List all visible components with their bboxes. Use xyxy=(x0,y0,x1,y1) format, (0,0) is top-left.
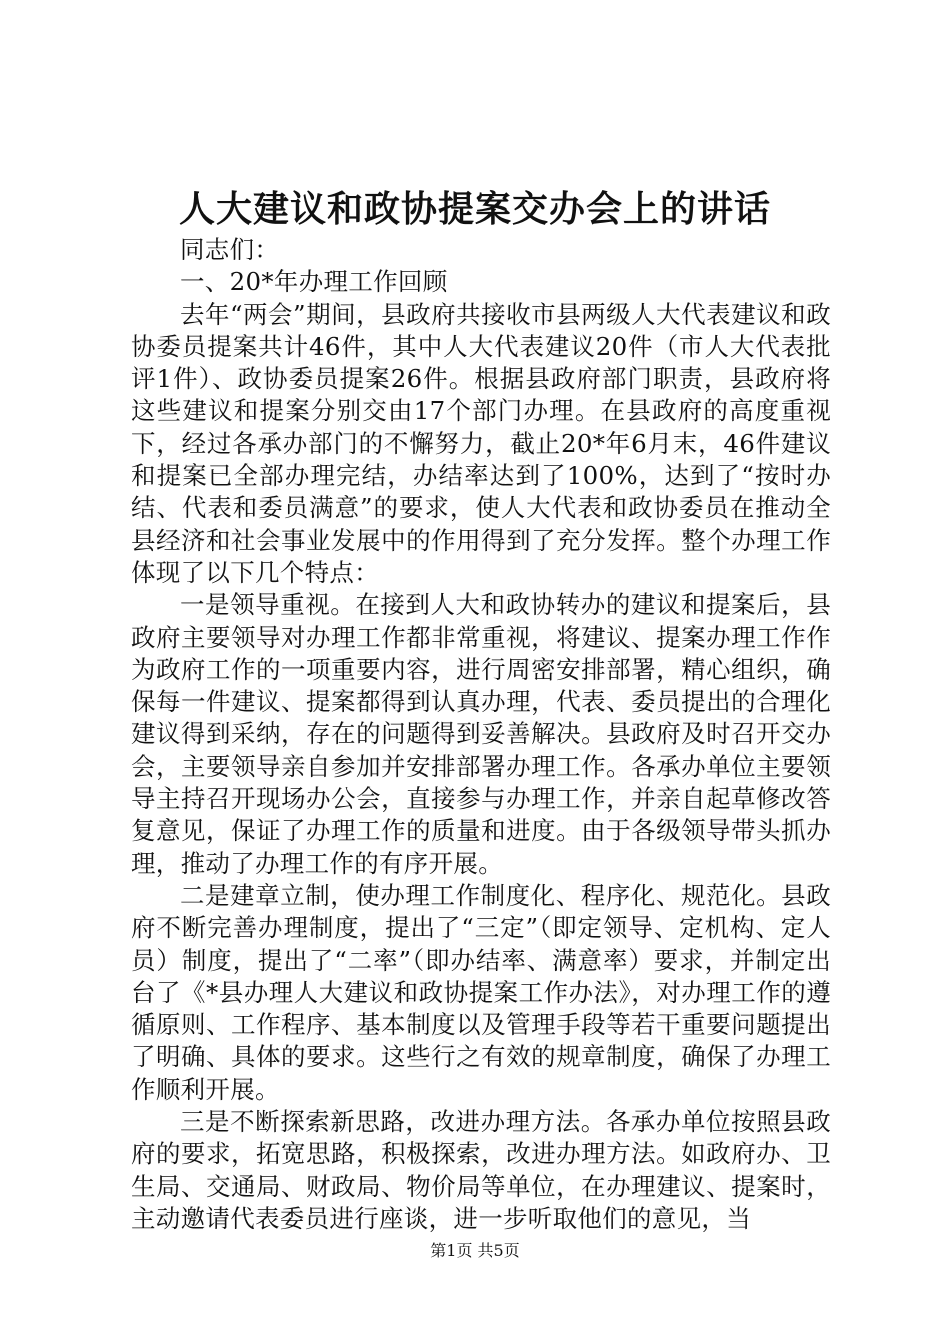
body-paragraph: 二是建章立制，使办理工作制度化、程序化、规范化。县政府不断完善办理制度，提出了“三定”（即定领导、定机构、定人员）制度，提出了“二率”（即办结率、满意率）要求，并制定出台了《*县办理人大建议和政协提案工作办法》，对办理工作的遵循原则、工作程序、基本制度以及管理手段等若干重要问题提出了明确、具体的要求。这些行之有效的规章制度，确保了办理工作顺利开展。 xyxy=(131,880,831,1104)
body-paragraph: 一是领导重视。在接到人大和政协转办的建议和提案后，县政府主要领导对办理工作都非常重视，将建议、提案办理工作作为政府工作的一项重要内容，进行周密安排部署，精心组织，确保每一件建议、提案都得到认真办理，代表、委员提出的合理化建议得到采纳，存在的问题得到妥善解决。县政府及时召开交办会，主要领导亲自参加并安排部署办理工作。各承办单位主要领导主持召开现场办公会，直接参与办理工作，并亲自起草修改答复意见，保证了办理工作的质量和进度。由于各级领导带头抓办理，推动了办理工作的有序开展。 xyxy=(131,590,831,878)
document-body xyxy=(131,234,831,1235)
document-title: 人大建议和政协提案交办会上的讲话 xyxy=(178,188,771,230)
section-heading: 一、20*年办理工作回顾 xyxy=(180,267,448,297)
page-footer: 第1页 共5页 xyxy=(430,1241,520,1260)
salutation: 同志们： xyxy=(180,235,280,264)
body-paragraph: 去年“两会”期间，县政府共接收市县两级人大代表建议和政协委员提案共计46件，其中人大代表建议20件（市人大代表批评1件）、政协委员提案26件。根据县政府部门职责，县政府将这些建议和提案分别交由17个部门办理。在县政府的高度重视下，经过各承办部门的不懈努力，截止20*年6月末，46件建议和提案已全部办理完结，办结率达到了100%，达到了“按时办结、代表和委员满意”的要求，使人大代表和政协委员在推动全县经济和社会事业发展中的作用得到了充分发挥。整个办理工作体现了以下几个特点： xyxy=(131,299,831,587)
body-paragraph: 三是不断探索新思路，改进办理方法。各承办单位按照县政府的要求，拓宽思路，积极探索，改进办理方法。如政府办、卫生局、交通局、财政局、物价局等单位，在办理建议、提案时，主动邀请代表委员进行座谈，进一步听取他们的意见，当 xyxy=(131,1107,831,1233)
